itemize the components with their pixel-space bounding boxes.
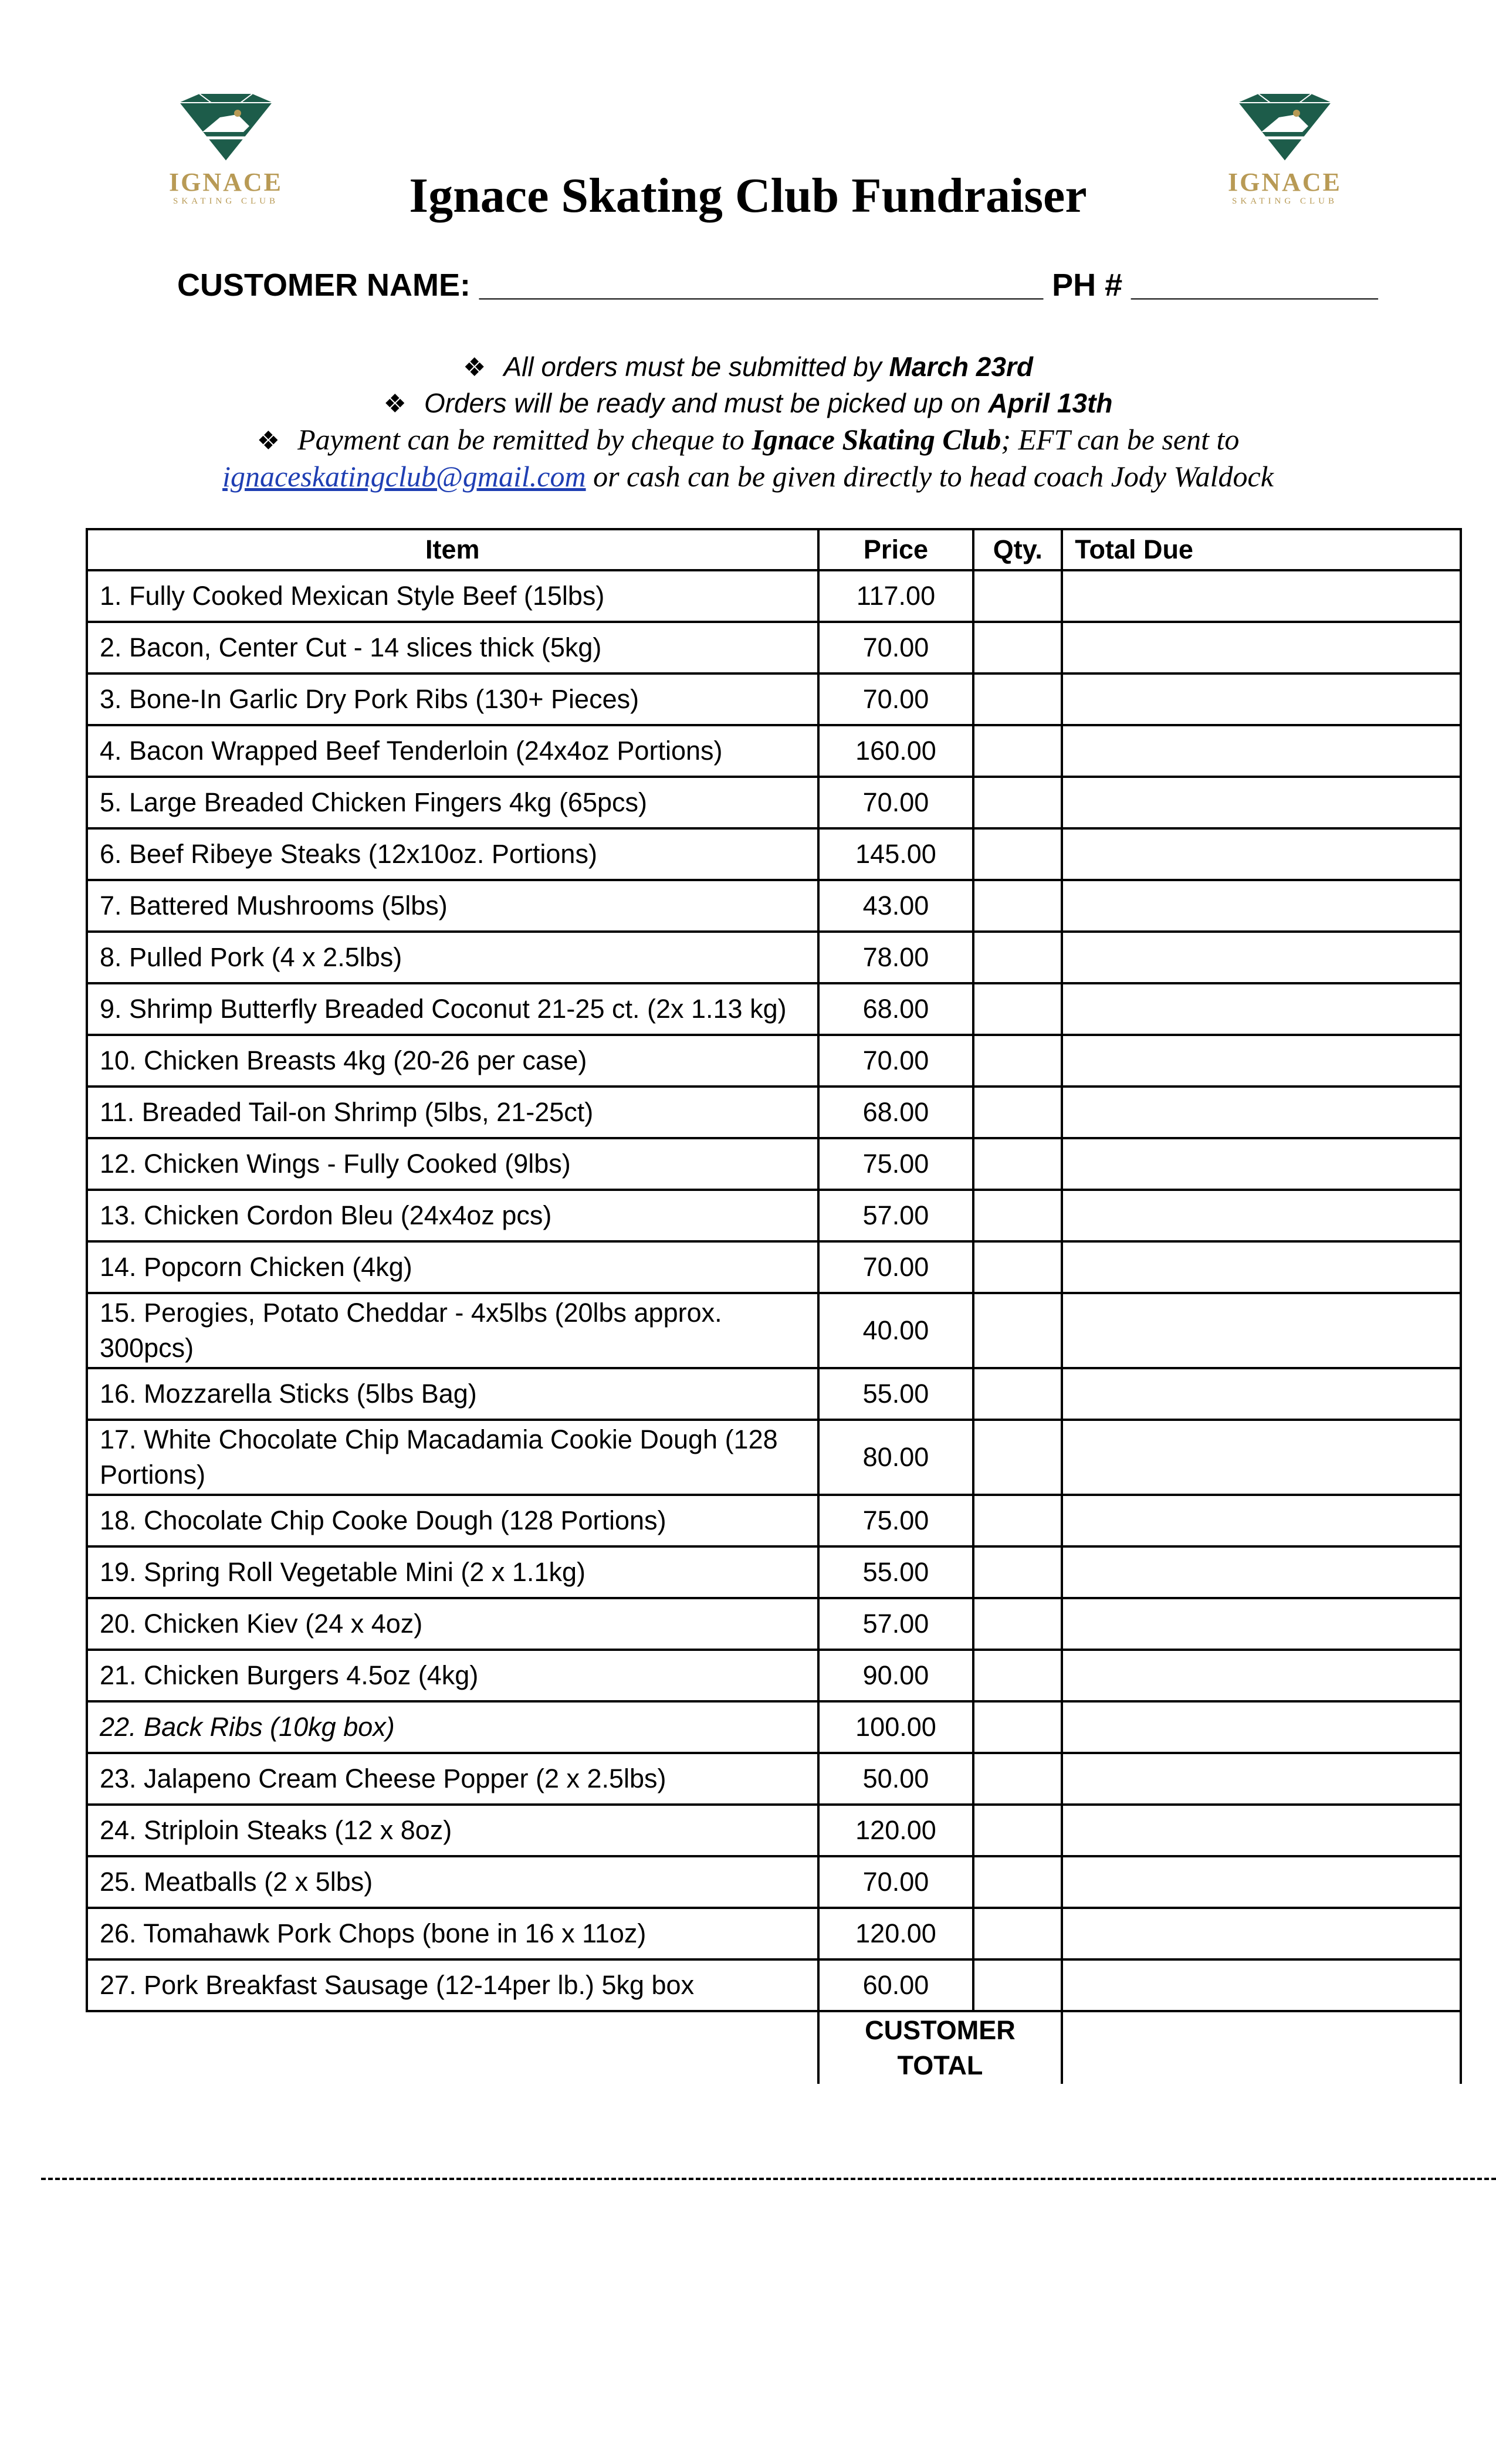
table-row [87,673,1461,725]
price-cell: 70.00 [818,777,974,828]
qty-cell[interactable] [973,1190,1062,1241]
total-due-cell[interactable] [1062,1420,1461,1495]
total-due-cell[interactable] [1062,880,1461,932]
item-cell: 27. Pork Breakfast Sausage (12-14per lb.) 5kg box [87,1959,818,2011]
table-row [87,1293,1461,1368]
note-pickup-date: April 13th [988,388,1113,418]
total-due-cell[interactable] [1062,1138,1461,1190]
total-due-cell[interactable] [1062,828,1461,880]
qty-cell[interactable] [973,932,1062,983]
note-payment-cont [0,459,1496,494]
note-deadline [0,349,1496,385]
price-cell: 43.00 [818,880,974,932]
header-item: Item [87,529,818,570]
qty-cell[interactable] [973,725,1062,777]
qty-cell[interactable] [973,1959,1062,2011]
qty-cell[interactable] [973,622,1062,673]
qty-cell[interactable] [973,1701,1062,1753]
qty-cell[interactable] [973,673,1062,725]
item-cell: 24. Striploin Steaks (12 x 8oz) [87,1805,818,1856]
table-row [87,1701,1461,1753]
qty-cell[interactable] [973,828,1062,880]
total-due-cell[interactable] [1062,1087,1461,1138]
total-due-cell[interactable] [1062,1701,1461,1753]
table-row [87,725,1461,777]
skate-diamond-icon [1226,91,1343,167]
diamond-bullet-icon: ❖ [463,353,486,382]
qty-cell[interactable] [973,1753,1062,1805]
note-deadline-text: All orders must be submitted by [503,351,889,382]
note-pickup [0,385,1496,422]
table-row [87,1420,1461,1495]
item-cell: 19. Spring Roll Vegetable Mini (2 x 1.1kg) [87,1546,818,1598]
total-due-cell[interactable] [1062,673,1461,725]
table-row [87,1035,1461,1087]
table-row [87,570,1461,622]
total-due-cell[interactable] [1062,777,1461,828]
total-due-cell[interactable] [1062,1856,1461,1908]
qty-cell[interactable] [973,1598,1062,1650]
item-cell: 26. Tomahawk Pork Chops (bone in 16 x 11oz) [87,1908,818,1959]
total-due-cell[interactable] [1062,983,1461,1035]
total-due-cell[interactable] [1062,1368,1461,1420]
table-row [87,1190,1461,1241]
qty-cell[interactable] [973,570,1062,622]
customer-name-field[interactable]: ________________________________ [479,268,1044,303]
order-notes [0,349,1496,494]
note-deadline-date: March 23rd [889,351,1033,382]
note-payment-club: Ignace Skating Club [752,423,1001,456]
price-cell: 55.00 [818,1368,974,1420]
item-cell: 15. Perogies, Potato Cheddar - 4x5lbs (20lbs approx. 300pcs) [87,1293,818,1368]
item-cell: 14. Popcorn Chicken (4kg) [87,1241,818,1293]
qty-cell[interactable] [973,1420,1062,1495]
total-due-cell[interactable] [1062,1190,1461,1241]
total-due-cell[interactable] [1062,570,1461,622]
total-due-cell[interactable] [1062,1598,1461,1650]
total-due-cell[interactable] [1062,932,1461,983]
price-cell: 70.00 [818,673,974,725]
price-cell: 75.00 [818,1138,974,1190]
header-qty: Qty. [973,529,1062,570]
total-due-cell[interactable] [1062,622,1461,673]
customer-info-line [177,267,1378,303]
price-cell: 80.00 [818,1420,974,1495]
item-cell: 1. Fully Cooked Mexican Style Beef (15lbs) [87,570,818,622]
qty-cell[interactable] [973,1495,1062,1546]
table-row [87,1959,1461,2011]
price-cell: 70.00 [818,1856,974,1908]
logo-sub-text: SKATING CLUB [173,197,279,206]
total-due-cell[interactable] [1062,1650,1461,1701]
logo-brand-text: IGNACE [1227,168,1342,197]
phone-label: PH # [1052,268,1123,303]
table-row [87,1241,1461,1293]
table-row [87,1546,1461,1598]
skate-diamond-icon [167,91,285,167]
price-cell: 60.00 [818,1959,974,2011]
customer-total-label [818,2011,1062,2084]
table-row [87,1650,1461,1701]
price-cell: 120.00 [818,1908,974,1959]
page-title: Ignace Skating Club Fundraiser [409,168,1087,223]
price-cell: 70.00 [818,1035,974,1087]
customer-name-label: CUSTOMER NAME: [177,268,471,303]
qty-cell[interactable] [973,983,1062,1035]
qty-cell[interactable] [973,1368,1062,1420]
footer-blank [87,2011,818,2084]
price-cell: 90.00 [818,1650,974,1701]
price-cell: 55.00 [818,1546,974,1598]
logo-sub-text: SKATING CLUB [1232,197,1338,206]
item-cell: 5. Large Breaded Chicken Fingers 4kg (65pcs) [87,777,818,828]
price-cell: 57.00 [818,1598,974,1650]
qty-cell[interactable] [973,1241,1062,1293]
item-cell: 3. Bone-In Garlic Dry Pork Ribs (130+ Pieces) [87,673,818,725]
customer-total-row [87,2011,1461,2084]
item-cell: 7. Battered Mushrooms (5lbs) [87,880,818,932]
diamond-bullet-icon: ❖ [256,427,280,455]
qty-cell[interactable] [973,1650,1062,1701]
price-cell: 160.00 [818,725,974,777]
header-total-due: Total Due [1062,529,1461,570]
qty-cell[interactable] [973,1805,1062,1856]
note-payment-eft: ; EFT can be sent to [1001,423,1240,456]
item-cell: 10. Chicken Breasts 4kg (20-26 per case) [87,1035,818,1087]
price-cell: 70.00 [818,1241,974,1293]
total-due-cell[interactable] [1062,1495,1461,1546]
total-due-cell[interactable] [1062,1753,1461,1805]
qty-cell[interactable] [973,1293,1062,1368]
total-due-cell[interactable] [1062,1805,1461,1856]
table-row [87,1368,1461,1420]
qty-cell[interactable] [973,1087,1062,1138]
price-cell: 100.00 [818,1701,974,1753]
price-cell: 117.00 [818,570,974,622]
table-row [87,622,1461,673]
total-due-cell[interactable] [1062,1241,1461,1293]
price-cell: 68.00 [818,983,974,1035]
table-row [87,1495,1461,1546]
item-cell: 22. Back Ribs (10kg box) [87,1701,818,1753]
table-row [87,1908,1461,1959]
customer-total-label-line2: TOTAL [897,2050,983,2080]
table-row [87,880,1461,932]
item-cell: 6. Beef Ribeye Steaks (12x10oz. Portions) [87,828,818,880]
price-cell: 120.00 [818,1805,974,1856]
item-cell: 4. Bacon Wrapped Beef Tenderloin (24x4oz Portions) [87,725,818,777]
table-row [87,1598,1461,1650]
table-row [87,1805,1461,1856]
note-payment-text: Payment can be remitted by cheque to [297,423,752,456]
item-cell: 21. Chicken Burgers 4.5oz (4kg) [87,1650,818,1701]
item-cell: 13. Chicken Cordon Bleu (24x4oz pcs) [87,1190,818,1241]
customer-total-field[interactable] [1062,2011,1461,2084]
note-payment [0,422,1496,459]
item-cell: 9. Shrimp Butterfly Breaded Coconut 21-25 ct. (2x 1.13 kg) [87,983,818,1035]
price-cell: 40.00 [818,1293,974,1368]
price-cell: 68.00 [818,1087,974,1138]
note-payment-cash: or cash can be given directly to head coach Jody Waldock [585,460,1274,493]
total-due-cell[interactable] [1062,725,1461,777]
table-row [87,777,1461,828]
table-row [87,1138,1461,1190]
item-cell: 12. Chicken Wings - Fully Cooked (9lbs) [87,1138,818,1190]
qty-cell[interactable] [973,1138,1062,1190]
phone-field[interactable]: ______________ [1131,268,1378,303]
item-cell: 23. Jalapeno Cream Cheese Popper (2 x 2.5lbs) [87,1753,818,1805]
price-cell: 50.00 [818,1753,974,1805]
item-cell: 25. Meatballs (2 x 5lbs) [87,1856,818,1908]
qty-cell[interactable] [973,1856,1062,1908]
logo-brand-text: IGNACE [168,168,283,197]
table-row [87,1856,1461,1908]
price-cell: 75.00 [818,1495,974,1546]
item-cell: 17. White Chocolate Chip Macadamia Cookie Dough (128 Portions) [87,1420,818,1495]
cut-line-divider [41,2178,1496,2180]
order-table [86,528,1462,2084]
total-due-cell[interactable] [1062,1546,1461,1598]
item-cell: 2. Bacon, Center Cut - 14 slices thick (5kg) [87,622,818,673]
price-cell: 70.00 [818,622,974,673]
email-link[interactable]: ignaceskatingclub@gmail.com [222,460,586,493]
qty-cell[interactable] [973,1546,1062,1598]
qty-cell[interactable] [973,1035,1062,1087]
qty-cell[interactable] [973,880,1062,932]
table-row [87,983,1461,1035]
customer-total-label-line1: CUSTOMER [865,2015,1016,2045]
qty-cell[interactable] [973,1908,1062,1959]
total-due-cell[interactable] [1062,1959,1461,2011]
price-cell: 57.00 [818,1190,974,1241]
price-cell: 78.00 [818,932,974,983]
price-cell: 145.00 [818,828,974,880]
note-pickup-text: Orders will be ready and must be picked up on [424,388,989,418]
table-row [87,828,1461,880]
total-due-cell[interactable] [1062,1908,1461,1959]
item-cell: 18. Chocolate Chip Cooke Dough (128 Portions) [87,1495,818,1546]
item-cell: 20. Chicken Kiev (24 x 4oz) [87,1598,818,1650]
total-due-cell[interactable] [1062,1293,1461,1368]
item-cell: 8. Pulled Pork (4 x 2.5lbs) [87,932,818,983]
item-cell: 11. Breaded Tail-on Shrimp (5lbs, 21-25ct) [87,1087,818,1138]
table-header-row [87,529,1461,570]
qty-cell[interactable] [973,777,1062,828]
item-cell: 16. Mozzarella Sticks (5lbs Bag) [87,1368,818,1420]
header-price: Price [818,529,974,570]
table-row [87,1753,1461,1805]
table-row [87,932,1461,983]
total-due-cell[interactable] [1062,1035,1461,1087]
diamond-bullet-icon: ❖ [383,390,407,418]
table-row [87,1087,1461,1138]
